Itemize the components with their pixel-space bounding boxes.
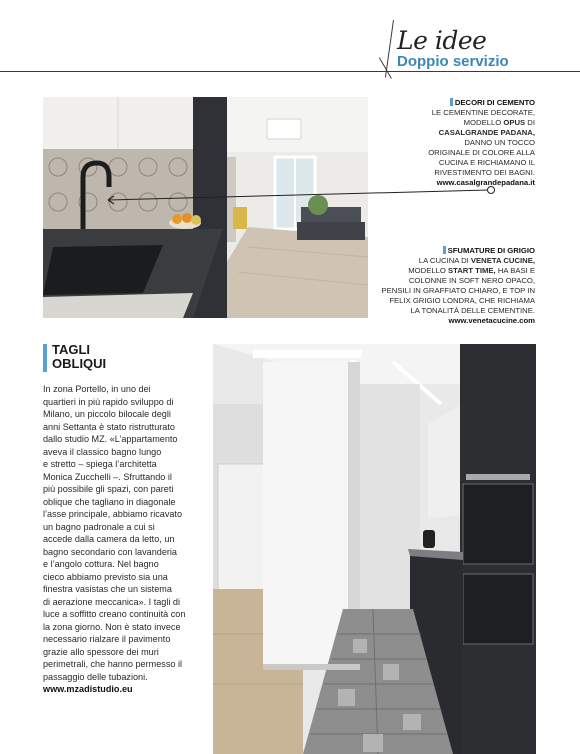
caption-url[interactable]: www.venetacucine.com — [448, 316, 535, 325]
caption-cementine — [388, 98, 535, 188]
article-title: TAGLI OBLIQUI — [52, 342, 107, 371]
header-rule — [0, 71, 580, 72]
article-line: dallo studio MZ. «L’appartamento — [43, 434, 178, 444]
caption-brand: CASALGRANDE PADANA, — [438, 128, 535, 137]
article-line: finestra vasistas che un sistema — [43, 584, 172, 594]
caption-line: COLONNE IN SOFT NERO OPACO, — [408, 276, 535, 285]
caption-line: DANNO UN TOCCO — [464, 138, 535, 147]
caption-url[interactable]: www.casalgrandepadana.it — [436, 178, 535, 187]
article-line: cieco abbiamo previsto sia una — [43, 571, 168, 582]
caption-line: MODELLO START TIME, HA BASI E — [408, 266, 535, 275]
article-line: accede dalla camera da letto, un — [43, 534, 175, 544]
title-accent-bar — [43, 344, 47, 372]
caption-line: FELIX GRIGIO LONDRA, CHE RICHIAMA — [389, 296, 535, 305]
caption-bar — [450, 98, 453, 106]
caption-line: LA CUCINA DI VENETA CUCINE, — [418, 256, 535, 265]
article-line: e stretto – spiega l’architetta — [43, 459, 157, 469]
article-line: più possibile gli spazi, con pareti — [43, 484, 174, 494]
article-line: di aerazione meccanica». I tagli di — [43, 596, 180, 607]
article-line: anni Settanta è stato ristrutturato — [43, 421, 175, 432]
section-title: Doppio servizio — [397, 53, 509, 70]
caption-line: LA TONALITÀ DELLE CEMENTINE. — [410, 306, 535, 315]
caption-line: LE CEMENTINE DECORATE, — [431, 108, 535, 117]
article-line: Monica Zucchelli –. Sfruttando il — [43, 471, 172, 482]
caption-line: MODELLO OPUS DI — [463, 118, 535, 127]
caption-line: PENSILI IN GRAFFIATO CHIARO, E TOP IN — [381, 286, 535, 295]
article-line: oblique che tagliano in diagonale — [43, 496, 176, 507]
article-line: la zona giorno. Non è stato invece — [43, 621, 181, 632]
caption-line: RIVESTIMENTO DEI BAGNI. — [434, 168, 535, 177]
caption-line: ORIGINALE DI COLORE ALLA — [428, 148, 535, 157]
article-line: bagno secondario con lavanderia — [43, 546, 177, 557]
caption-heading: DECORI DI CEMENTO — [454, 98, 535, 107]
caption-bar — [443, 246, 446, 254]
article-line: un bagno padronale a cui si — [43, 521, 155, 532]
article-line: perimetrali, che hanno permesso il — [43, 659, 182, 669]
article-url[interactable]: www.mzadistudio.eu — [43, 684, 133, 694]
article-line: In zona Portello, in uno dei — [43, 384, 151, 394]
article-line: passaggio delle tubazioni. — [43, 671, 148, 682]
article-body — [43, 383, 203, 696]
article-line: grazie allo spessore dei muri — [43, 646, 159, 657]
photo-corridor-kitchen — [213, 344, 536, 754]
caption-heading: SFUMATURE DI GRIGIO — [447, 246, 535, 255]
caption-line: CUCINA E RICHIAMANO IL — [438, 158, 535, 167]
article-line: luce a soffitto creano continuità con — [43, 609, 186, 619]
article-line: quartieri in più rapido sviluppo di — [43, 396, 174, 407]
article-line: necessario rialzare il pavimento — [43, 634, 171, 644]
article-line: e l’angolo cottura. Nel bagno — [43, 559, 159, 569]
article-line: aveva il classico bagno lungo — [43, 446, 162, 457]
caption-grigio — [360, 246, 535, 326]
article-line: l’asse principale, abbiamo ricavato — [43, 509, 183, 519]
section-kicker: Le idee — [397, 26, 487, 55]
article-line: Milano, un piccolo bilocale degli — [43, 409, 171, 419]
